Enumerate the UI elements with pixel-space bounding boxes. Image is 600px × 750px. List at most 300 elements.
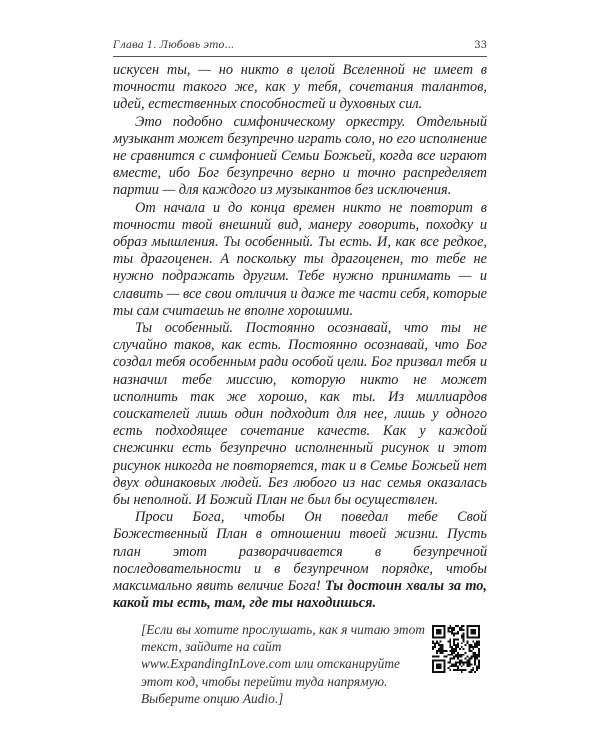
- qr-module: [432, 660, 434, 662]
- qr-module: [444, 650, 446, 652]
- qr-module: [474, 652, 476, 654]
- qr-module: [444, 656, 446, 658]
- qr-module: [432, 631, 434, 633]
- qr-module: [470, 631, 472, 633]
- qr-module: [457, 665, 459, 667]
- qr-module: [474, 658, 476, 660]
- qr-module: [467, 640, 469, 642]
- qr-module: [451, 646, 453, 648]
- qr-module: [449, 665, 451, 667]
- qr-module: [457, 633, 459, 635]
- qr-module: [438, 667, 440, 669]
- qr-module: [440, 640, 442, 642]
- qr-module: [470, 656, 472, 658]
- qr-module: [449, 654, 451, 656]
- qr-module: [461, 656, 463, 658]
- qr-module: [467, 661, 469, 663]
- qr-module: [449, 644, 451, 646]
- qr-module: [461, 629, 463, 631]
- qr-module: [438, 665, 440, 667]
- qr-module: [444, 633, 446, 635]
- qr-module: [470, 637, 472, 639]
- qr-module: [468, 671, 470, 673]
- qr-module: [474, 671, 476, 673]
- qr-module: [467, 625, 469, 627]
- qr-module: [457, 631, 459, 633]
- qr-module: [444, 629, 446, 631]
- qr-module: [463, 661, 465, 663]
- qr-module: [447, 640, 449, 642]
- qr-module: [459, 627, 461, 629]
- qr-module: [451, 663, 453, 665]
- qr-module: [459, 660, 461, 662]
- qr-module: [440, 665, 442, 667]
- qr-module: [442, 650, 444, 652]
- qr-module: [453, 663, 455, 665]
- qr-module: [447, 629, 449, 631]
- qr-module: [463, 635, 465, 637]
- qr-code-cells: [432, 625, 480, 673]
- qr-module: [474, 633, 476, 635]
- qr-module: [449, 658, 451, 660]
- qr-module: [468, 658, 470, 660]
- qr-module: [472, 654, 474, 656]
- qr-module: [478, 629, 480, 631]
- body-text: [113, 62, 487, 613]
- qr-module: [444, 627, 446, 629]
- qr-module: [432, 642, 434, 644]
- qr-module: [461, 635, 463, 637]
- qr-module: [432, 656, 434, 658]
- paragraph-4: Ты особенный. Постоянно осознавай, что ты не случайно таков, как есть. Постоянно осознавай, что Бог создал тебя особенным ради особой цели. Бог призвал тебя и назначил тебе миссию, которую никто не может исполнить так же хорошо, как ты. Из миллиардов соискателей лишь один подходит для нее, лишь у одного есть подходящее сочетание качеств. Как у каждой снежинки есть безупречно исполненный рисунок и этот рисунок никогда не повторяется, так и в Семье Божьей нет двух одинаковых людей. Без любого из нас семья оказалась бы неполной. И Божий План не был бы осуществлен.: [113, 320, 487, 509]
- qr-module: [436, 625, 438, 627]
- qr-module: [470, 625, 472, 627]
- qr-module: [476, 665, 478, 667]
- qr-module: [463, 654, 465, 656]
- qr-module: [472, 656, 474, 658]
- qr-module: [440, 671, 442, 673]
- qr-module: [457, 654, 459, 656]
- qr-module: [436, 640, 438, 642]
- qr-module: [436, 671, 438, 673]
- qr-module: [438, 663, 440, 665]
- qr-module: [434, 646, 436, 648]
- qr-module: [451, 629, 453, 631]
- qr-module: [467, 631, 469, 633]
- qr-module: [449, 650, 451, 652]
- qr-module: [463, 669, 465, 671]
- qr-module: [449, 660, 451, 662]
- qr-module: [451, 658, 453, 660]
- qr-module: [453, 627, 455, 629]
- qr-module: [474, 637, 476, 639]
- qr-module: [472, 625, 474, 627]
- qr-module: [444, 671, 446, 673]
- qr-module: [472, 667, 474, 669]
- qr-module: [459, 654, 461, 656]
- qr-module: [472, 633, 474, 635]
- qr-module: [436, 660, 438, 662]
- qr-module: [467, 629, 469, 631]
- qr-module: [457, 667, 459, 669]
- qr-module: [449, 661, 451, 663]
- qr-module: [440, 629, 442, 631]
- qr-module: [459, 629, 461, 631]
- qr-module: [444, 625, 446, 627]
- qr-module: [436, 631, 438, 633]
- qr-module: [470, 644, 472, 646]
- qr-module: [453, 642, 455, 644]
- qr-module: [476, 625, 478, 627]
- paragraph-5-bold: Ты достоин хвалы за то, какой ты есть, там, где ты находишься.: [113, 578, 487, 612]
- qr-module: [438, 625, 440, 627]
- qr-module: [453, 665, 455, 667]
- qr-module: [468, 663, 470, 665]
- qr-module: [440, 648, 442, 650]
- qr-module: [444, 665, 446, 667]
- qr-module: [457, 652, 459, 654]
- qr-module: [476, 656, 478, 658]
- qr-module: [472, 631, 474, 633]
- qr-module: [432, 669, 434, 671]
- chapter-title: Глава 1. Любовь это...: [113, 40, 234, 51]
- qr-module: [449, 640, 451, 642]
- qr-module: [463, 648, 465, 650]
- qr-module: [436, 642, 438, 644]
- qr-module: [438, 660, 440, 662]
- qr-module: [461, 654, 463, 656]
- qr-module: [478, 631, 480, 633]
- qr-module: [459, 648, 461, 650]
- qr-module: [467, 627, 469, 629]
- paragraph-1: искусен ты, — но никто в целой Вселенной не имеет в точности такого же, как у тебя, сочетания талантов, идей, естественных способностей и духовных сил.: [113, 62, 487, 113]
- qr-module: [453, 669, 455, 671]
- qr-module: [432, 648, 434, 650]
- qr-module: [478, 667, 480, 669]
- qr-module: [451, 627, 453, 629]
- qr-module: [444, 661, 446, 663]
- qr-module: [444, 663, 446, 665]
- qr-module: [465, 658, 467, 660]
- qr-module: [449, 642, 451, 644]
- qr-module: [472, 648, 474, 650]
- qr-module: [457, 642, 459, 644]
- qr-module: [474, 644, 476, 646]
- qr-module: [440, 646, 442, 648]
- qr-module: [461, 642, 463, 644]
- qr-module: [453, 629, 455, 631]
- qr-module: [478, 652, 480, 654]
- qr-module: [438, 648, 440, 650]
- qr-module: [455, 644, 457, 646]
- qr-module: [472, 652, 474, 654]
- qr-module: [453, 652, 455, 654]
- qr-module: [440, 637, 442, 639]
- qr-module: [455, 625, 457, 627]
- qr-module: [434, 671, 436, 673]
- qr-module: [467, 663, 469, 665]
- qr-module: [432, 671, 434, 673]
- qr-module: [478, 640, 480, 642]
- qr-module: [434, 625, 436, 627]
- qr-module: [453, 644, 455, 646]
- qr-module: [463, 633, 465, 635]
- qr-module: [478, 663, 480, 665]
- qr-module: [470, 629, 472, 631]
- qr-module: [440, 625, 442, 627]
- qr-module: [447, 627, 449, 629]
- qr-module: [478, 665, 480, 667]
- qr-module: [463, 640, 465, 642]
- qr-module: [476, 642, 478, 644]
- qr-module: [457, 661, 459, 663]
- qr-module: [478, 661, 480, 663]
- qr-module: [470, 658, 472, 660]
- qr-module: [474, 642, 476, 644]
- qr-module: [476, 654, 478, 656]
- qr-module: [434, 642, 436, 644]
- qr-module: [438, 671, 440, 673]
- qr-module: [438, 642, 440, 644]
- qr-module: [438, 637, 440, 639]
- qr-module: [463, 638, 465, 640]
- qr-module: [461, 669, 463, 671]
- qr-module: [459, 669, 461, 671]
- qr-module: [468, 665, 470, 667]
- qr-module: [440, 667, 442, 669]
- qr-module: [478, 637, 480, 639]
- qr-module: [442, 625, 444, 627]
- qr-module: [440, 652, 442, 654]
- qr-module: [463, 629, 465, 631]
- qr-module: [465, 661, 467, 663]
- qr-module: [447, 631, 449, 633]
- qr-module: [453, 633, 455, 635]
- paragraph-5: [113, 509, 487, 612]
- qr-module: [434, 644, 436, 646]
- qr-module: [451, 633, 453, 635]
- qr-module: [442, 660, 444, 662]
- qr-module: [474, 656, 476, 658]
- qr-module: [434, 656, 436, 658]
- qr-module: [457, 669, 459, 671]
- paragraph-5-regular: Проси Бога, чтобы Он поведал тебе Свой Божественный План в отношении твоей жизни. Пусть план этот разворачивается в безупречной последовательности и в безупречном порядке, чтобы максимально явить величие Бога!: [113, 509, 487, 595]
- qr-module: [468, 661, 470, 663]
- qr-module: [461, 627, 463, 629]
- qr-module: [432, 629, 434, 631]
- qr-module: [444, 637, 446, 639]
- qr-module: [436, 629, 438, 631]
- qr-module: [467, 665, 469, 667]
- qr-module: [434, 637, 436, 639]
- qr-module: [445, 650, 447, 652]
- qr-module: [440, 660, 442, 662]
- audio-note: [Если вы хотите прослушать, как я читаю этот текст, зайдите на сайт www.ExpandingInLove.com или отсканируйте этот код, чтобы перейти туда напрямую. Выберите опцию Audio.]: [141, 622, 425, 706]
- running-header: [113, 40, 487, 51]
- qr-module: [449, 627, 451, 629]
- qr-module: [476, 646, 478, 648]
- qr-module: [449, 669, 451, 671]
- qr-module: [474, 646, 476, 648]
- qr-module: [478, 635, 480, 637]
- qr-module: [455, 633, 457, 635]
- qr-module: [442, 648, 444, 650]
- qr-module: [432, 661, 434, 663]
- qr-module: [468, 660, 470, 662]
- qr-module: [461, 625, 463, 627]
- qr-module: [459, 661, 461, 663]
- qr-module: [436, 667, 438, 669]
- qr-module: [478, 648, 480, 650]
- qr-module: [468, 646, 470, 648]
- qr-module: [438, 650, 440, 652]
- qr-module: [447, 661, 449, 663]
- qr-module: [449, 625, 451, 627]
- qr-module: [463, 625, 465, 627]
- qr-module: [432, 625, 434, 627]
- qr-module: [444, 631, 446, 633]
- qr-module: [444, 669, 446, 671]
- qr-module: [436, 633, 438, 635]
- qr-module: [455, 661, 457, 663]
- qr-module: [474, 661, 476, 663]
- qr-module: [468, 637, 470, 639]
- qr-module: [472, 669, 474, 671]
- qr-module: [440, 663, 442, 665]
- qr-module: [440, 644, 442, 646]
- qr-module: [432, 635, 434, 637]
- qr-module: [442, 644, 444, 646]
- qr-module: [436, 637, 438, 639]
- qr-module: [472, 646, 474, 648]
- qr-module: [440, 631, 442, 633]
- qr-module: [432, 667, 434, 669]
- qr-module: [478, 650, 480, 652]
- qr-module: [476, 637, 478, 639]
- qr-module: [468, 648, 470, 650]
- qr-module: [432, 640, 434, 642]
- qr-module: [442, 652, 444, 654]
- qr-module: [478, 656, 480, 658]
- qr-module: [476, 640, 478, 642]
- qr-module: [440, 633, 442, 635]
- qr-module: [478, 633, 480, 635]
- qr-module: [451, 650, 453, 652]
- header-rule: [113, 56, 487, 57]
- qr-module: [478, 644, 480, 646]
- qr-module: [453, 640, 455, 642]
- qr-module: [457, 644, 459, 646]
- qr-module: [438, 631, 440, 633]
- qr-module: [436, 663, 438, 665]
- qr-module: [449, 638, 451, 640]
- qr-module: [455, 650, 457, 652]
- qr-module: [461, 661, 463, 663]
- qr-module: [461, 665, 463, 667]
- qr-module: [459, 656, 461, 658]
- qr-module: [447, 654, 449, 656]
- qr-module: [444, 660, 446, 662]
- qr-module: [478, 627, 480, 629]
- qr-module: [432, 663, 434, 665]
- qr-module: [467, 656, 469, 658]
- qr-module: [445, 656, 447, 658]
- qr-module: [453, 638, 455, 640]
- qr-module: [453, 658, 455, 660]
- qr-module: [453, 635, 455, 637]
- qr-module: [461, 660, 463, 662]
- qr-module: [438, 644, 440, 646]
- qr-module: [453, 650, 455, 652]
- qr-module: [451, 648, 453, 650]
- qr-module: [455, 663, 457, 665]
- qr-module: [468, 644, 470, 646]
- qr-module: [461, 646, 463, 648]
- qr-module: [457, 646, 459, 648]
- qr-module: [470, 669, 472, 671]
- qr-module: [447, 667, 449, 669]
- qr-module: [467, 642, 469, 644]
- qr-module: [449, 646, 451, 648]
- qr-module: [467, 660, 469, 662]
- qr-module: [463, 637, 465, 639]
- qr-module: [455, 654, 457, 656]
- qr-module: [474, 663, 476, 665]
- qr-module: [476, 644, 478, 646]
- qr-module: [476, 669, 478, 671]
- qr-module: [470, 646, 472, 648]
- paragraph-2: Это подобно симфоническому оркестру. Отдельный музыкант может безупречно играть соло, но его исполнение не сравнится с симфонией Семьи Божьей, когда все играют вместе, ибо Бог безупречно верно и точно распределяет партии — для каждого из музыкантов без исключения.: [113, 113, 487, 199]
- qr-module: [436, 656, 438, 658]
- qr-module: [470, 663, 472, 665]
- qr-module: [438, 629, 440, 631]
- qr-module: [478, 642, 480, 644]
- qr-module: [457, 625, 459, 627]
- qr-module: [436, 650, 438, 652]
- qr-module: [472, 640, 474, 642]
- qr-module: [442, 646, 444, 648]
- qr-code[interactable]: [432, 625, 480, 673]
- qr-module: [434, 660, 436, 662]
- qr-module: [432, 665, 434, 667]
- qr-module: [451, 631, 453, 633]
- qr-module: [476, 658, 478, 660]
- qr-module: [470, 633, 472, 635]
- qr-module: [467, 635, 469, 637]
- qr-module: [465, 644, 467, 646]
- qr-module: [455, 669, 457, 671]
- qr-module: [472, 637, 474, 639]
- paragraph-3: От начала и до конца времен никто не повторит в точности твой внешний вид, манеру говорить, походку и образ мышления. Ты особенный. Ты есть. И, как все редкое, ты драгоценен. А поскольку ты драгоценен, то тебе не нужно подражать другим. Тебе нужно принимать — и славить — все свои отличия и даже те части себя, которые ты сам считаешь не вполне хорошими.: [113, 199, 487, 319]
- qr-module: [468, 625, 470, 627]
- qr-module: [438, 633, 440, 635]
- qr-module: [470, 671, 472, 673]
- qr-module: [457, 638, 459, 640]
- qr-module: [474, 660, 476, 662]
- qr-module: [455, 646, 457, 648]
- qr-module: [468, 650, 470, 652]
- qr-module: [472, 629, 474, 631]
- qr-module: [440, 650, 442, 652]
- qr-module: [442, 671, 444, 673]
- qr-module: [432, 637, 434, 639]
- qr-module: [474, 631, 476, 633]
- qr-module: [457, 658, 459, 660]
- page-number: 33: [474, 40, 487, 51]
- qr-module: [465, 669, 467, 671]
- qr-module: [455, 638, 457, 640]
- qr-module: [455, 656, 457, 658]
